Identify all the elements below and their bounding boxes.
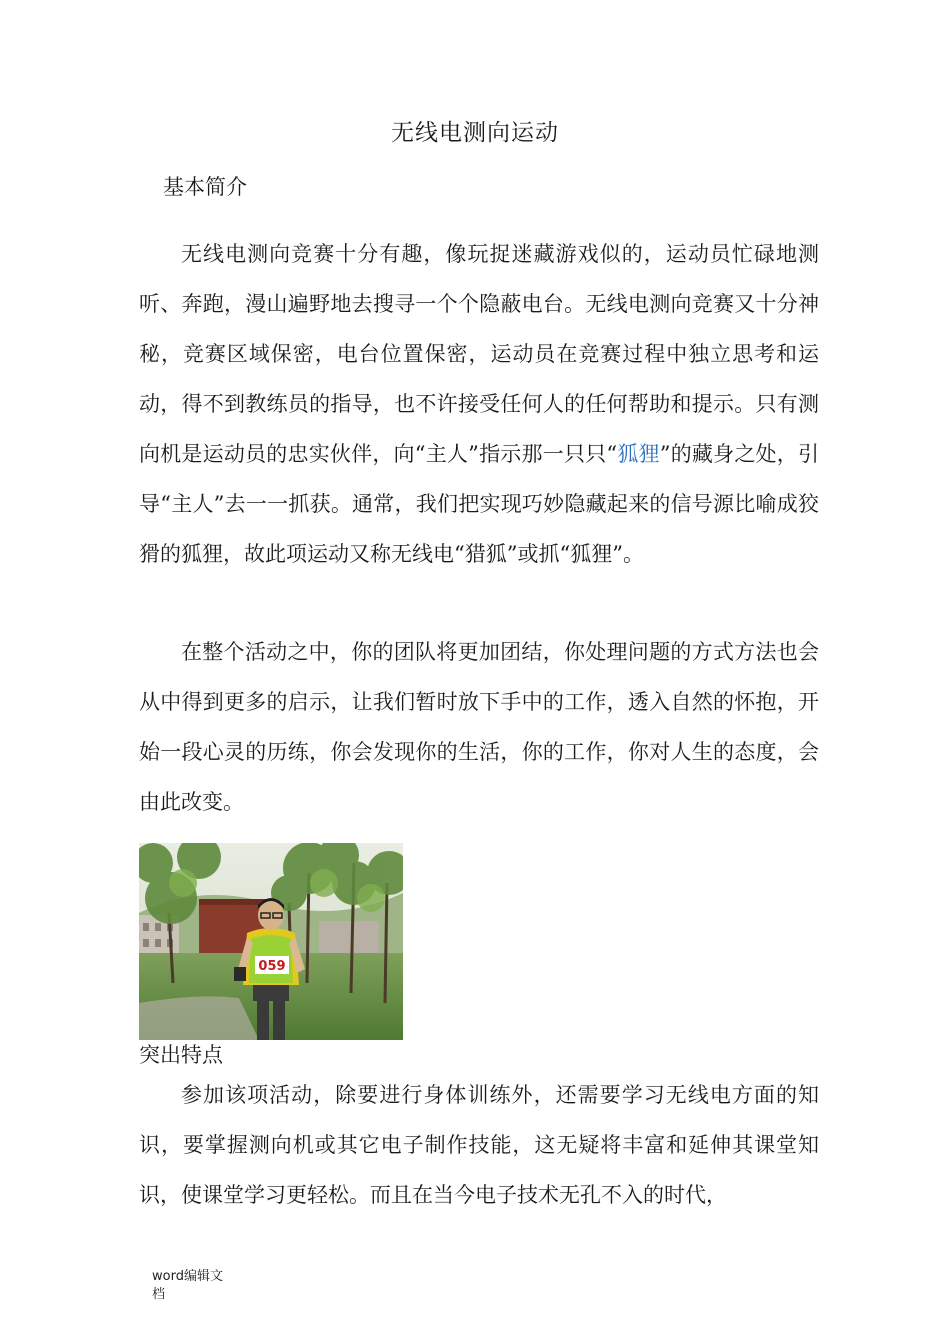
paragraph-intro-text-b: ”的藏身之处，引导“主人”去一一抓获。通常，我们把实现巧妙隐藏起来的信号源比喻成狡猾的狐狸，故此项运动又称无线电“猎狐”或抓“狐狸”。 — [139, 442, 819, 566]
paragraph-team: 在整个活动之中，你的团队将更加团结，你处理问题的方式方法也会从中得到更多的启示，让我们暂时放下手中的工作，透入自然的怀抱，开始一段心灵的历练，你会发现你的生活，你的工作，你对人生的态度，会由此改变。 — [139, 640, 819, 814]
intro-heading: 基本简介 — [163, 175, 247, 199]
features-heading: 突出特点 — [139, 1043, 223, 1067]
document-title: 无线电测向运动 — [391, 120, 559, 146]
paragraph-intro — [139, 229, 819, 579]
bib-number: 059 — [258, 959, 286, 974]
fox-link[interactable]: 狐狸 — [617, 442, 660, 466]
footer-line-1: word编辑文 — [152, 1269, 223, 1284]
paragraph-features: 参加该项活动，除要进行身体训练外，还需要学习无线电方面的知识，要掌握测向机或其它电子制作技能，这无疑将丰富和延伸其课堂知识，使课堂学习更轻松。而且在当今电子技术无孔不入的时代， — [139, 1083, 819, 1207]
footer-label — [152, 1268, 242, 1304]
paragraph-intro-text-a: 无线电测向竞赛十分有趣，像玩捉迷藏游戏似的，运动员忙碌地测听、奔跑，漫山遍野地去搜寻一个个隐蔽电台。无线电测向竞赛又十分神秘，竞赛区域保密，电台位置保密，运动员在竞赛过程中独立思考和运动，得不到教练员的指导，也不许接受任何人的任何帮助和提示。只有测向机是运动员的忠实伙伴，向“主人”指示那一只只“ — [139, 242, 819, 466]
footer-line-2: 档 — [152, 1287, 166, 1302]
runner-photo — [139, 843, 403, 1040]
